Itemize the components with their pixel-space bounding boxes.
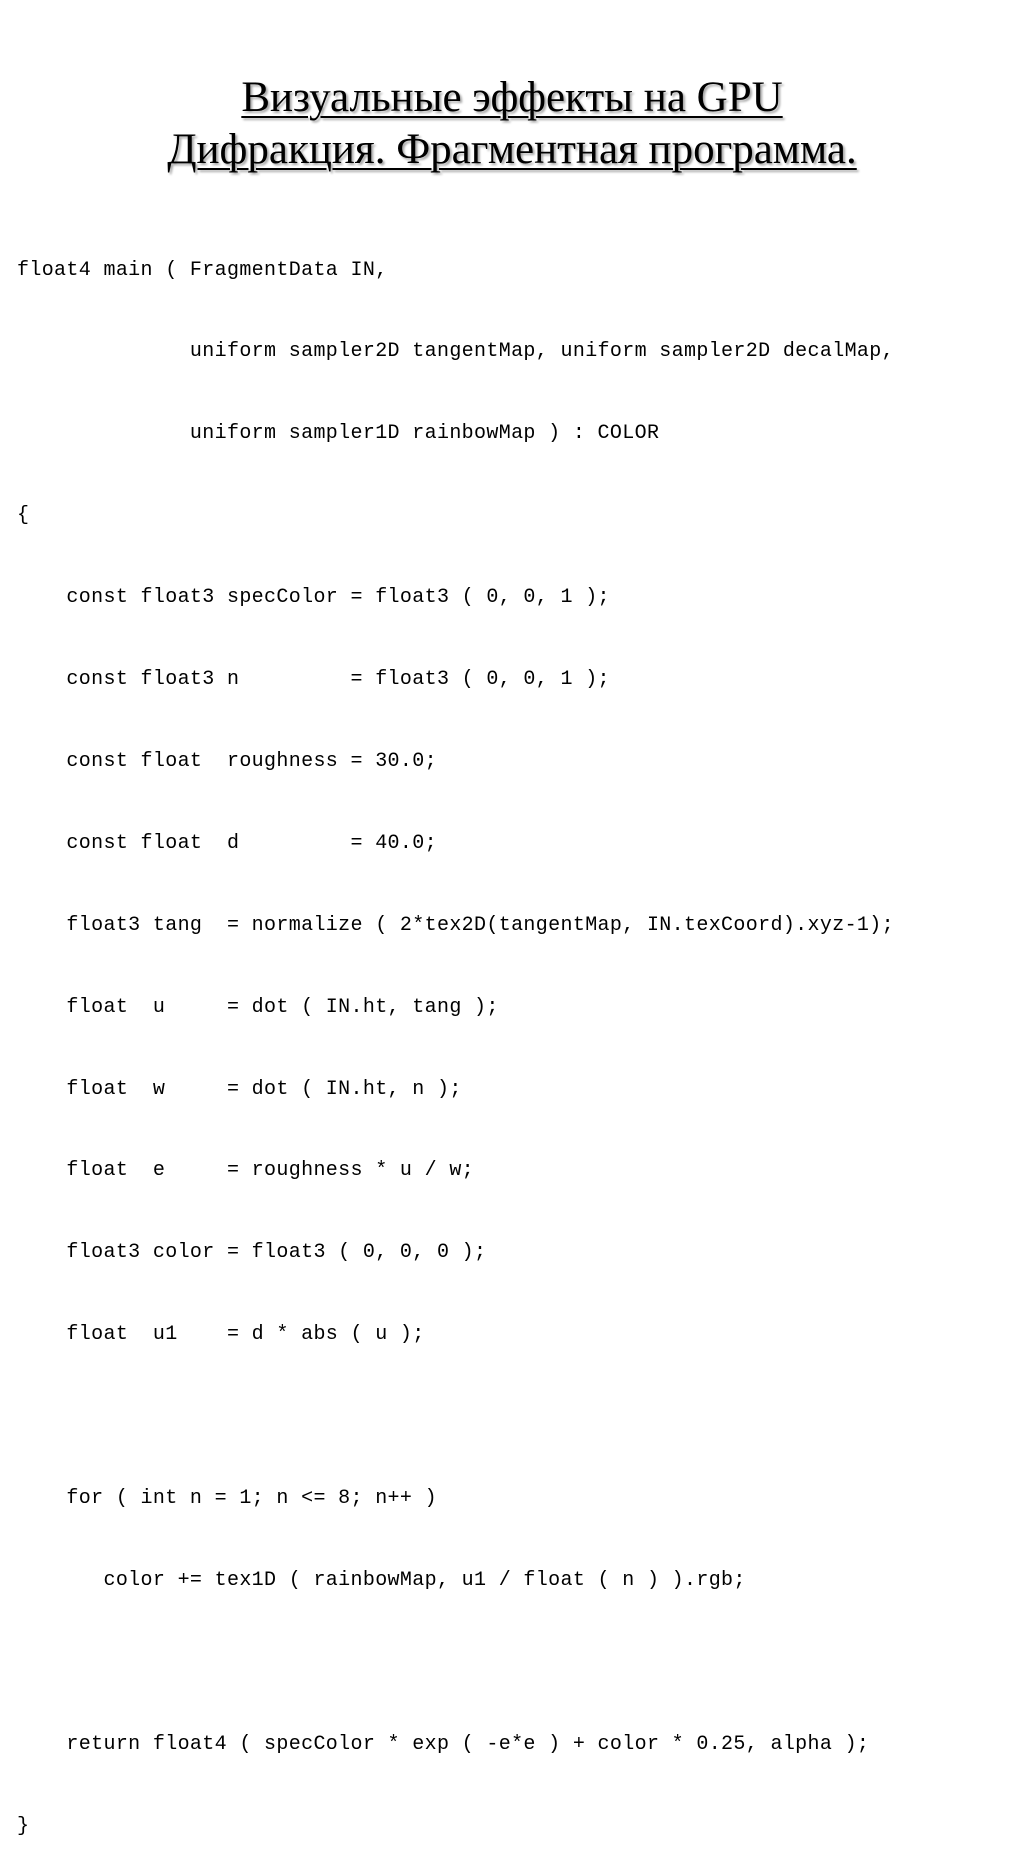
code-line <box>17 1649 894 1676</box>
slide-title-line-1: Визуальные эффекты на GPU <box>241 74 783 121</box>
code-line: const float d = 40.0; <box>17 831 437 855</box>
code-line: return float4 ( specColor * exp ( -e*e ) + color * 0.25, alpha ); <box>17 1732 870 1756</box>
code-line: float w = dot ( IN.ht, n ); <box>17 1077 462 1101</box>
code-line: float u1 = d * abs ( u ); <box>17 1323 425 1347</box>
code-line: uniform sampler1D rainbowMap ) : COLOR <box>17 422 660 446</box>
code-line: float e = roughness * u / w; <box>17 1159 475 1183</box>
code-line: for ( int n = 1; n <= 8; n++ ) <box>17 1486 437 1510</box>
code-line <box>17 1403 894 1430</box>
code-line: } <box>17 1814 30 1838</box>
code-line: { <box>17 504 30 528</box>
code-line: float3 tang = normalize ( 2*tex2D(tangentMap, IN.texCoord).xyz-1); <box>17 913 894 937</box>
slide-title-line-2: Дифракция. Фрагментная программа. <box>167 126 857 173</box>
code-line: const float roughness = 30.0; <box>17 749 437 773</box>
code-line: float4 main ( FragmentData IN, <box>17 258 388 282</box>
code-listing <box>17 202 894 1867</box>
code-line: float3 color = float3 ( 0, 0, 0 ); <box>17 1241 487 1265</box>
slide-title <box>0 72 1024 176</box>
code-line: const float3 specColor = float3 ( 0, 0, 1 ); <box>17 586 610 610</box>
code-line: float u = dot ( IN.ht, tang ); <box>17 995 499 1019</box>
code-line: const float3 n = float3 ( 0, 0, 1 ); <box>17 668 610 692</box>
code-line: uniform sampler2D tangentMap, uniform sampler2D decalMap, <box>17 340 894 364</box>
code-line: color += tex1D ( rainbowMap, u1 / float ( n ) ).rgb; <box>17 1568 746 1592</box>
